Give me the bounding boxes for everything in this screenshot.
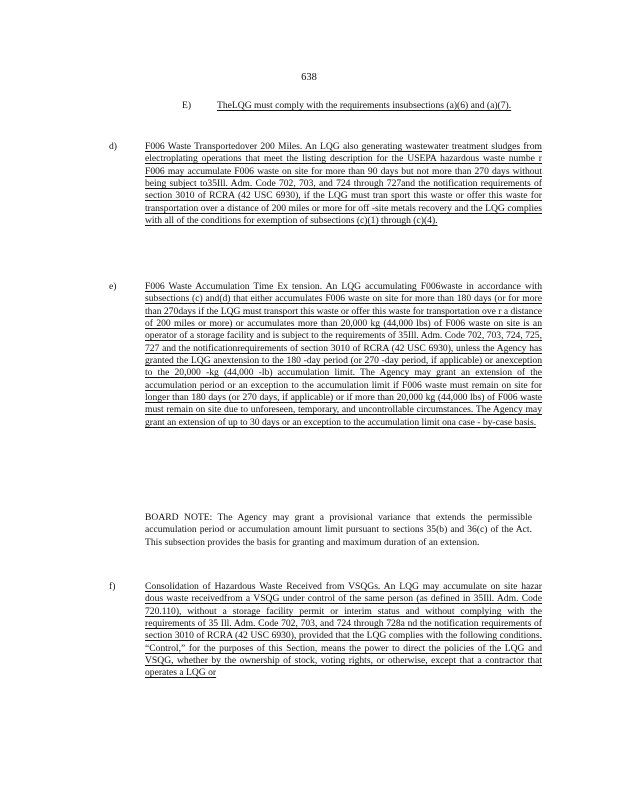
subsection-E-text: TheLQG must comply with the requirements insubsections (a)(6) and (a)(7). (217, 100, 512, 111)
board-note-text: BOARD NOTE: The Agency may grant a provisional variance that extends the permissible accumulation period or accumulation amount limit pursuant to sections 35(b) and 36(c) of the Act. This subsection provides the basis for granting and maximum duration of an extension. (145, 512, 532, 548)
subsection-e-label: e) (109, 281, 117, 292)
subsection-e-text: F006 Waste Accumulation Time Ex tension. An LQG accumulating F006waste in accordance with subsections (c) and(d) that either accumulates F006 waste on site for more than 180 days (or for more than 270days if the LQG must transport this waste or offer this waste for transportation ove r a distance of 200 miles or more) or accumulates more than 20,000 kg (44,000 lbs) of F006 waste on site is an operator of a storage facility and is subject to the requirements of 35Ill. Adm. Code 702, 703, 724, 725, 727 and the notificationrequirements of section 3010 of RCRA (42 USC 6930), unless the Agency has granted the LQG anextension to the 180 -day period (or 270 -day period, if applicable) or anexception to the 20,000 -kg (44,000 -lb) accumulation limit. The Agency may grant an extension of the accumulation period or an exception to the accumulation limit if F006 waste must remain on site for longer than 180 days (or 270 days, if applicable) or if more than 20,000 kg (44,000 lbs) of F006 waste must remain on site due to unforeseen, temporary, and uncontrollable circumstances. The Agency may grant an extension of up to 30 days or an exception to the accumulation limit ona case - by-case basis. (145, 281, 542, 428)
subsection-f-label: f) (109, 581, 116, 592)
subsection-d-text: F006 Waste Transportedover 200 Miles. An LQG also generating wastewater treatment sludges from electroplating operations that meet the listing description for the USEPA hazardous waste numbe r F006 may accumulate F006 waste on site for more than 90 days but not more than 270 days without being subject to35Ill. Adm. Code 702, 703, and 724 through 727and the notification requirements of section 3010 of RCRA (42 USC 6930), if the LQG must tran sport this waste or offer this waste for transportation over a distance of 200 miles or more for off -site metals recovery and the LQG complies with all of the conditions for exemption of subsections (c)(1) through (c)(4). (145, 141, 542, 227)
subsection-f-text: Consolidation of Hazardous Waste Received from VSQGs. An LQG may accumulate on site hazar dous waste receivedfrom a VSQG under control of the same person (as defined in 35Ill. Adm. Code 720.110), without a storage facility permit or interim status and without complying with the requirements of 35 Ill. Adm. Code 702, 703, and 724 through 728a nd the notification requirements of section 3010 of RCRA (42 USC 6930), provided that the LQG complies with the following conditions. “Control,” for the purposes of this Section, means the power to direct the policies of the LQG and VSQG, whether by the ownership of stock, voting rights, or otherwise, except that a contractor that operates a LQG or (145, 581, 542, 679)
page-number: 638 (301, 72, 317, 83)
subsection-d-label: d) (109, 141, 117, 152)
subsection-E-label: E) (182, 100, 192, 111)
